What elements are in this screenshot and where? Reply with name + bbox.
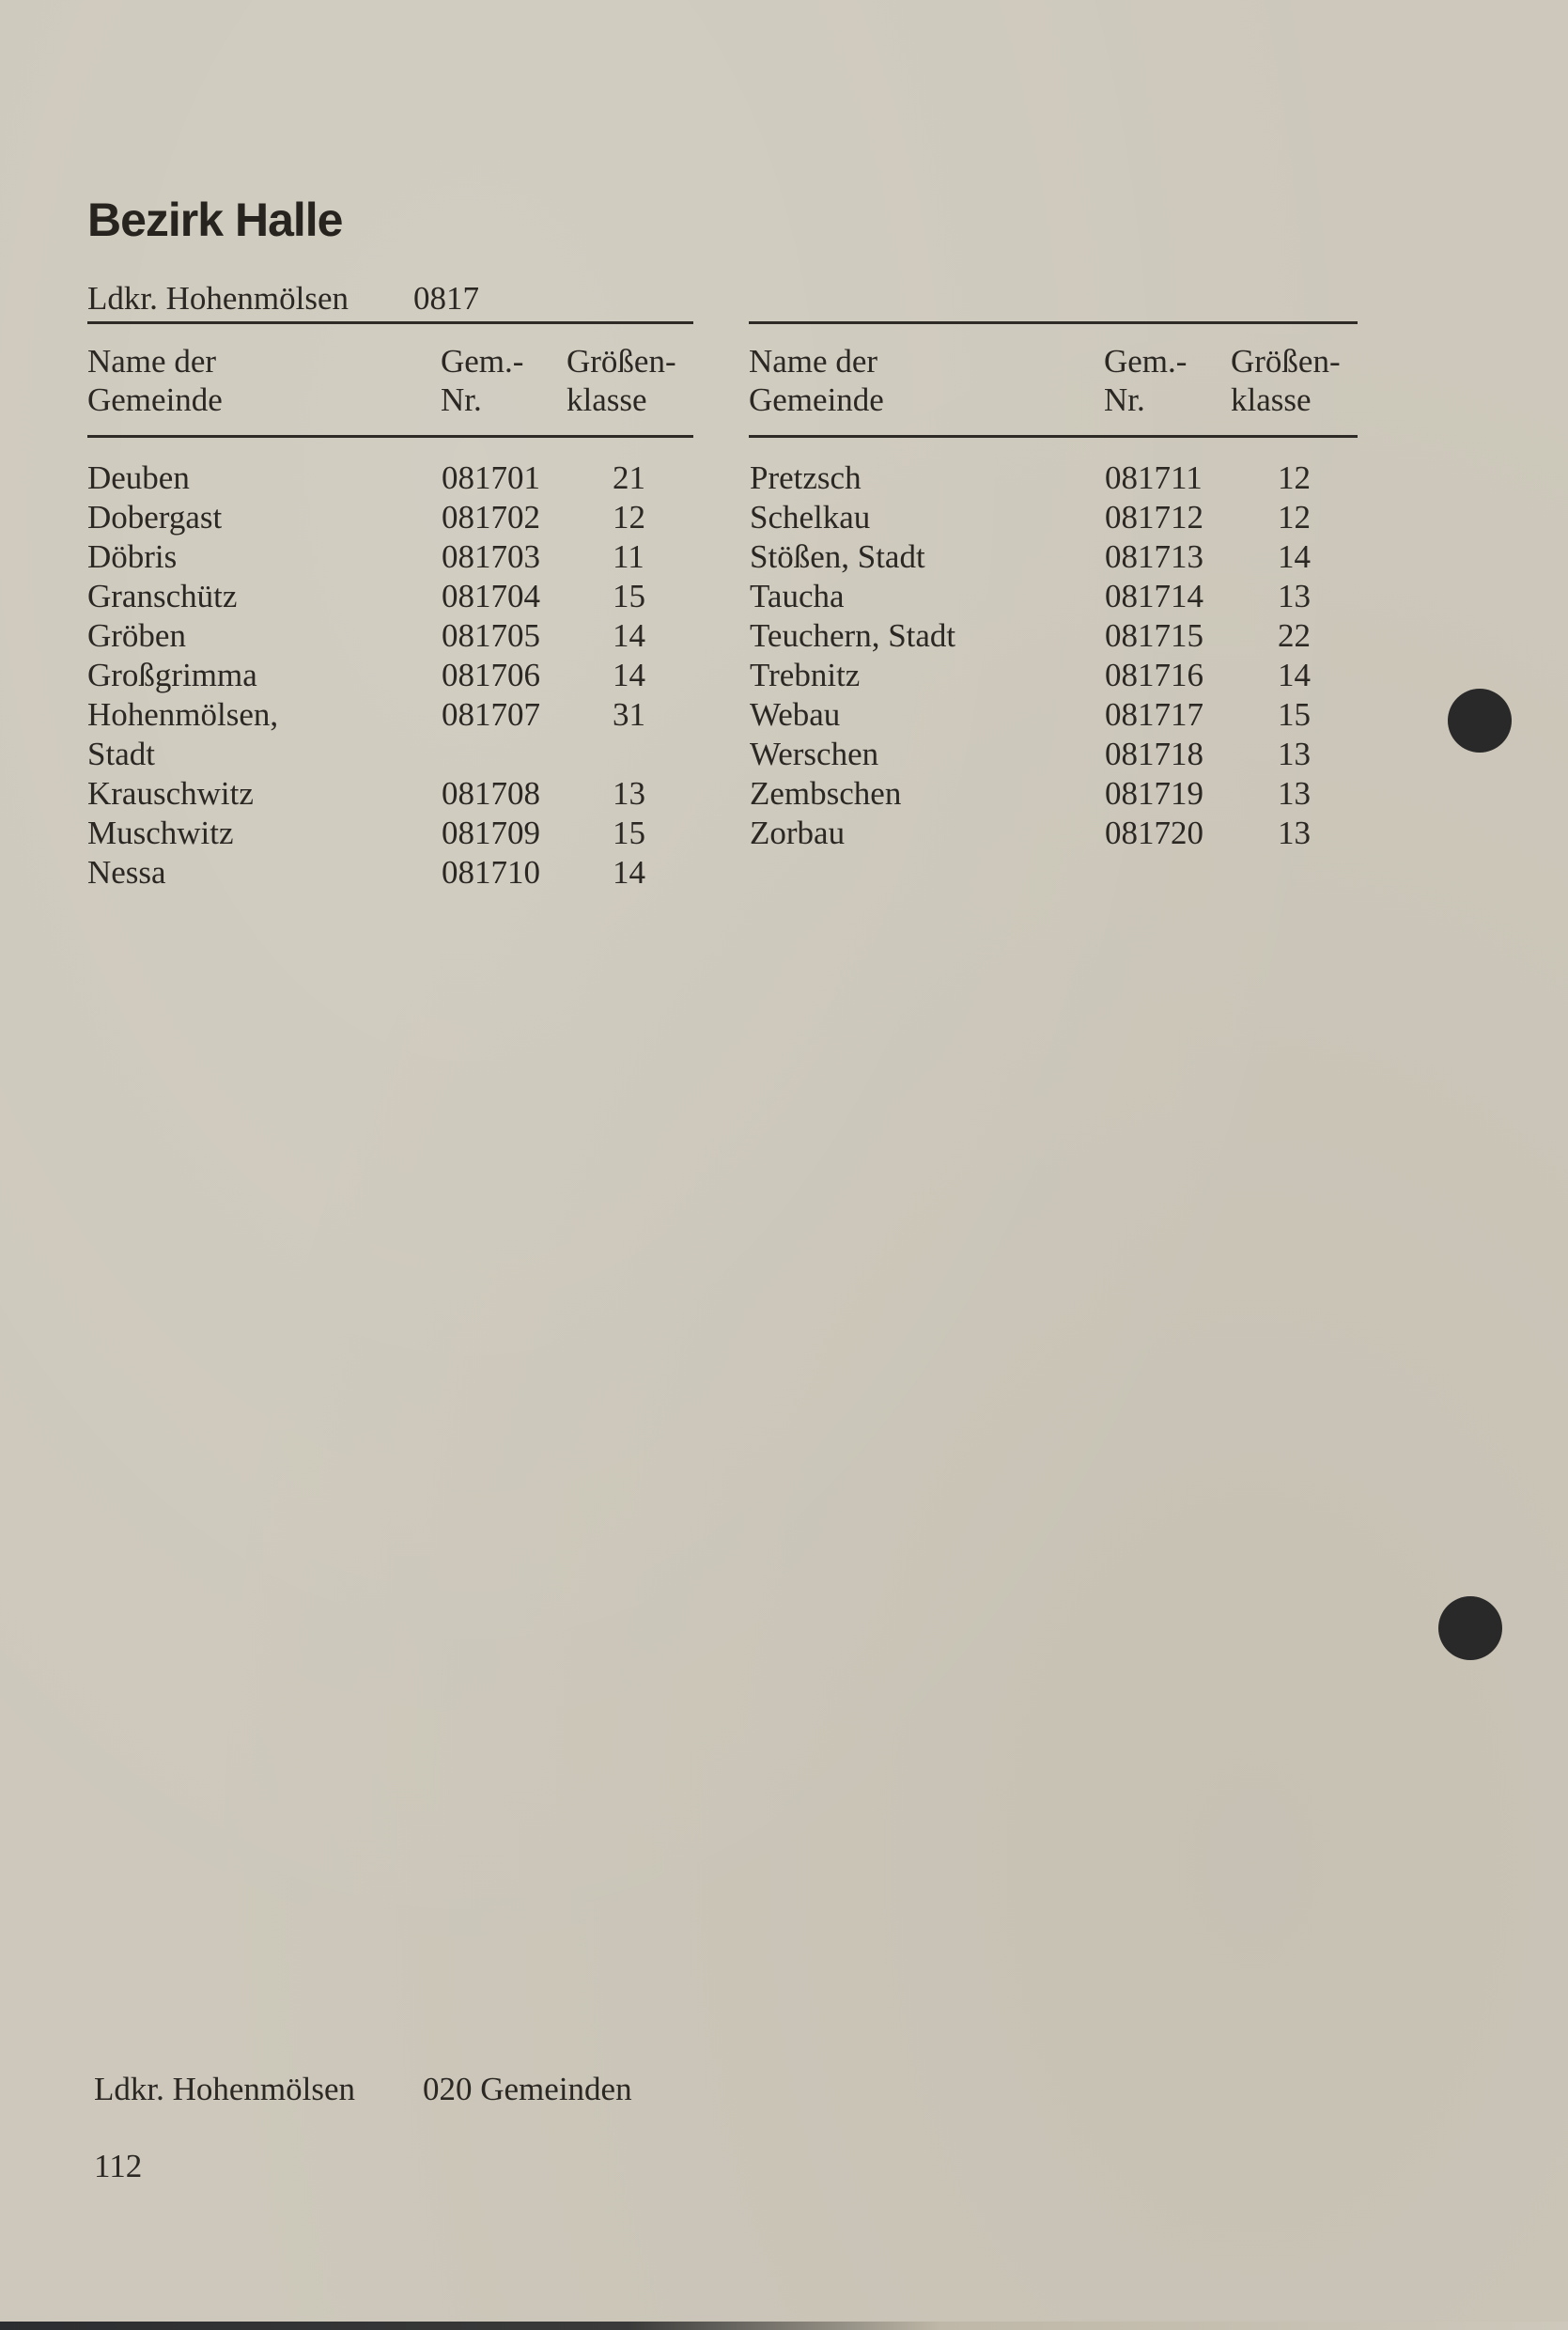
row-size: 11 (613, 538, 644, 575)
row-size: 12 (1278, 499, 1311, 536)
row-size: 12 (1278, 459, 1311, 496)
row-nr: 081714 (1105, 578, 1203, 614)
row-name: Großgrimma (87, 657, 257, 693)
row-nr: 081720 (1105, 815, 1203, 851)
row-size: 14 (1278, 657, 1311, 693)
header-size-line2: klasse (567, 381, 647, 418)
row-nr: 081702 (442, 499, 540, 536)
row-name: Nessa (87, 854, 166, 891)
row-name: Deuben (87, 459, 190, 496)
punch-hole (1448, 689, 1512, 753)
row-name: Pretzsch (750, 459, 862, 496)
row-nr: 081703 (442, 538, 540, 575)
header-nr-line1: Gem.- (1104, 343, 1188, 380)
row-name: Schelkau (750, 499, 871, 536)
rule-top-left (87, 321, 693, 324)
row-size: 13 (1278, 775, 1311, 812)
row-size: 13 (1278, 736, 1311, 772)
row-nr: 081707 (442, 696, 540, 733)
header-nr-line2: Nr. (441, 381, 482, 418)
row-name: Zorbau (750, 815, 846, 851)
row-name: Zembschen (750, 775, 902, 812)
row-size: 14 (613, 657, 645, 693)
rule-header-left (87, 435, 693, 438)
row-size: 21 (613, 459, 645, 496)
row-nr: 081719 (1105, 775, 1203, 812)
row-size: 13 (1278, 578, 1311, 614)
row-size: 12 (613, 499, 645, 536)
row-size: 14 (1278, 538, 1311, 575)
row-size: 14 (613, 854, 645, 891)
row-size: 15 (613, 815, 645, 851)
row-nr: 081709 (442, 815, 540, 851)
row-nr: 081713 (1105, 538, 1203, 575)
row-nr: 081706 (442, 657, 540, 693)
row-nr: 081717 (1105, 696, 1203, 733)
row-name: Taucha (750, 578, 845, 614)
row-nr: 081710 (442, 854, 540, 891)
row-name: Trebnitz (750, 657, 861, 693)
header-size-line2: klasse (1231, 381, 1312, 418)
row-name: Krauschwitz (87, 775, 254, 812)
district-label: Ldkr. Hohenmölsen (87, 280, 349, 317)
row-name: Gröben (87, 617, 186, 654)
row-nr: 081701 (442, 459, 540, 496)
row-size: 14 (613, 617, 645, 654)
row-name: Muschwitz (87, 815, 234, 851)
row-nr: 081716 (1105, 657, 1203, 693)
rule-header-right (749, 435, 1358, 438)
row-nr: 081715 (1105, 617, 1203, 654)
page-number: 112 (94, 2148, 143, 2184)
page-title: Bezirk Halle (87, 194, 343, 246)
rule-top-right (749, 321, 1358, 324)
row-nr: 081705 (442, 617, 540, 654)
punch-hole (1438, 1596, 1502, 1660)
district-code: 0817 (413, 280, 479, 317)
row-name: Döbris (87, 538, 178, 575)
header-name-line1: Name der (87, 343, 217, 380)
row-nr: 081704 (442, 578, 540, 614)
row-name-continued: Stadt (87, 736, 155, 772)
row-size: 15 (1278, 696, 1311, 733)
header-nr-line2: Nr. (1104, 381, 1145, 418)
header-name-line2: Gemeinde (87, 381, 223, 418)
footer-district: Ldkr. Hohenmölsen (94, 2071, 356, 2107)
footer-count: 020 Gemeinden (423, 2071, 632, 2107)
row-size: 31 (613, 696, 645, 733)
row-name: Granschütz (87, 578, 238, 614)
row-nr: 081708 (442, 775, 540, 812)
row-name: Webau (750, 696, 841, 733)
page-edge-shadow (0, 2322, 1568, 2330)
header-size-line1: Größen- (1231, 343, 1341, 380)
row-name: Hohenmölsen, (87, 696, 279, 733)
row-name: Werschen (750, 736, 879, 772)
row-name: Dobergast (87, 499, 223, 536)
header-nr-line1: Gem.- (441, 343, 524, 380)
row-size: 15 (613, 578, 645, 614)
row-size: 13 (613, 775, 645, 812)
header-size-line1: Größen- (567, 343, 676, 380)
row-size: 13 (1278, 815, 1311, 851)
row-name: Stößen, Stadt (750, 538, 925, 575)
header-name-line1: Name der (749, 343, 878, 380)
row-nr: 081712 (1105, 499, 1203, 536)
row-nr: 081711 (1105, 459, 1203, 496)
row-size: 22 (1278, 617, 1311, 654)
row-nr: 081718 (1105, 736, 1203, 772)
row-name: Teuchern, Stadt (750, 617, 956, 654)
header-name-line2: Gemeinde (749, 381, 884, 418)
